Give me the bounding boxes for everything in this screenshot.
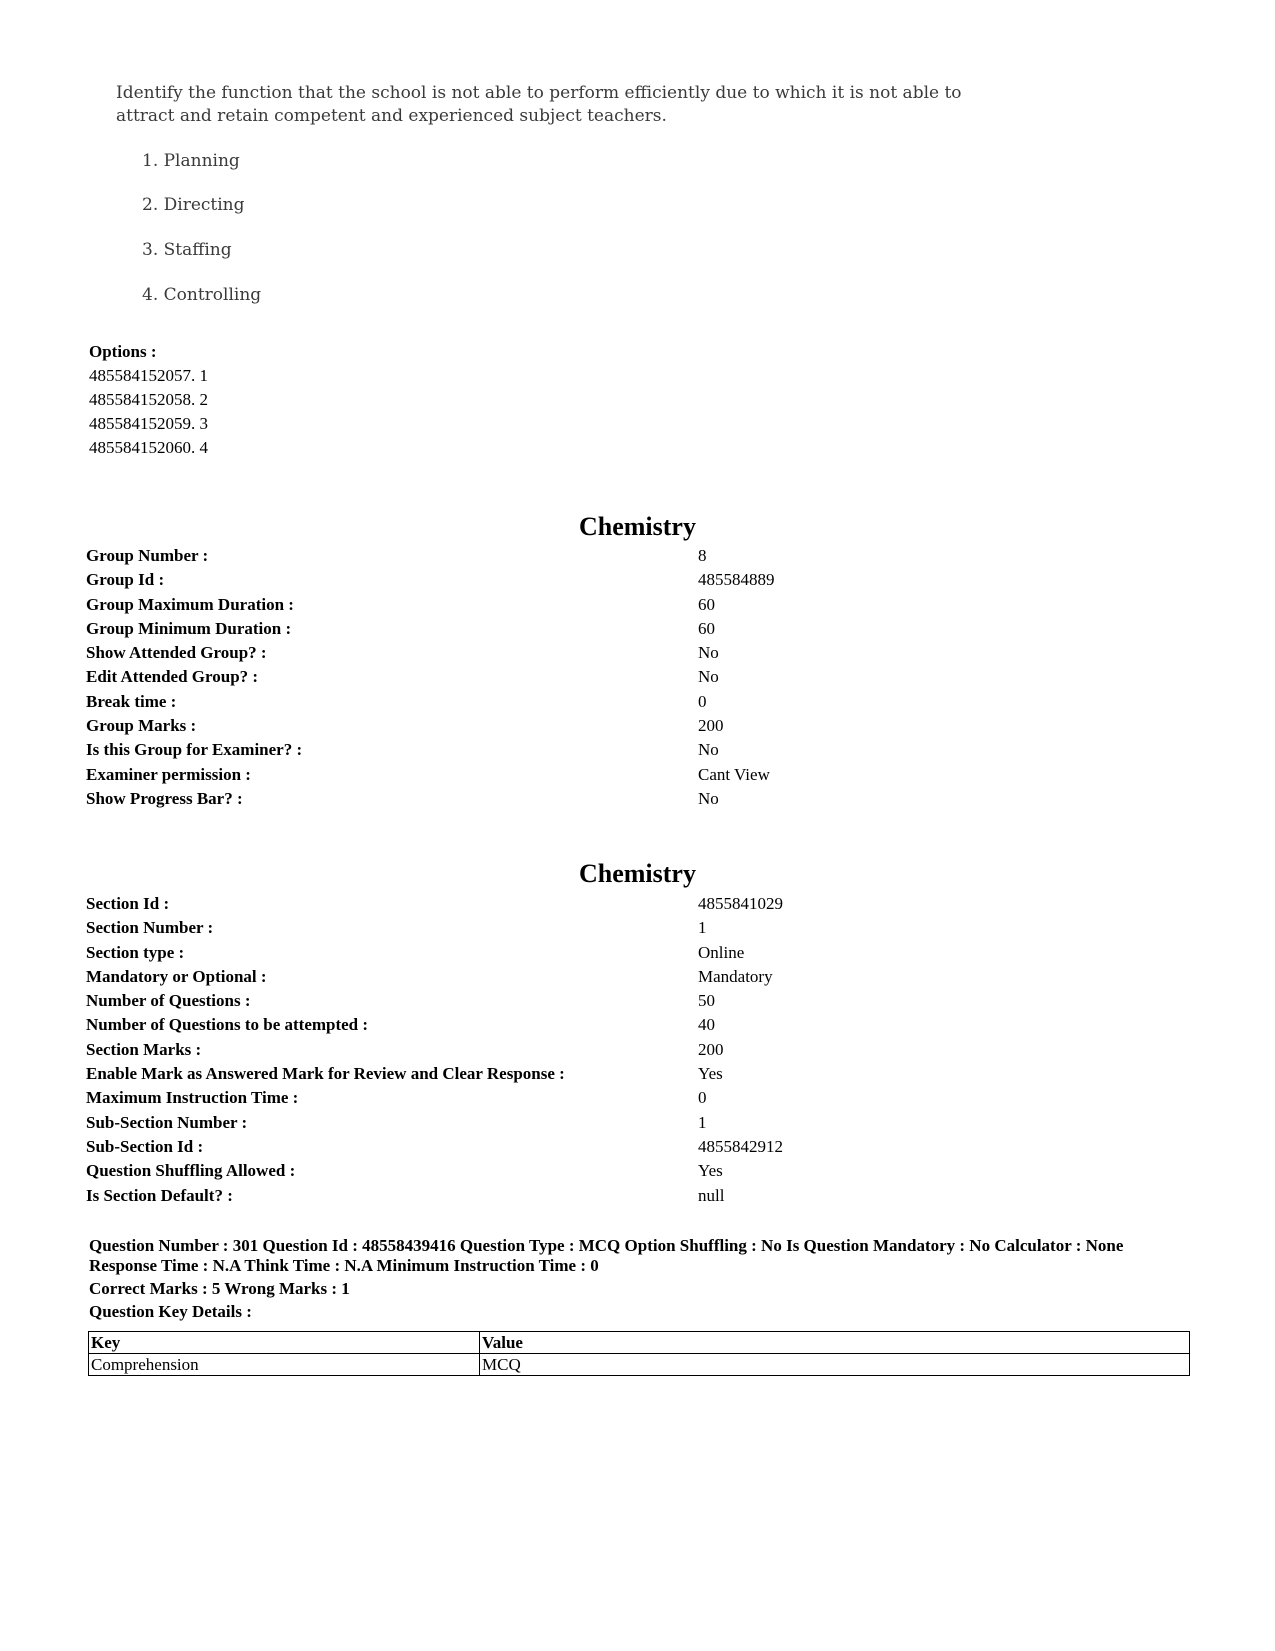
table-header-row [89, 1332, 1190, 1354]
section-title: Chemistry [579, 859, 696, 888]
detail-key: Group Marks : [86, 716, 197, 736]
detail-value: null [698, 1185, 725, 1205]
detail-key: Mandatory or Optional : [86, 966, 267, 986]
options-heading: Options : [89, 342, 157, 361]
table-row [89, 1354, 1190, 1376]
detail-key: Is Section Default? : [86, 1185, 233, 1205]
choice-2: 2. Directing [142, 195, 245, 215]
detail-key: Group Id : [86, 570, 165, 590]
detail-value: No [698, 667, 719, 687]
detail-value: Mandatory [698, 966, 773, 986]
detail-value: 60 [698, 618, 715, 638]
detail-value: 50 [698, 991, 715, 1011]
detail-key: Show Attended Group? : [86, 643, 267, 663]
choice-4: 4. Controlling [142, 285, 262, 305]
detail-value: 60 [698, 594, 715, 614]
detail-key: Show Progress Bar? : [86, 788, 243, 808]
option-item: 485584152060. 4 [89, 438, 208, 457]
detail-value: 200 [698, 716, 724, 736]
question-meta-line: Question Number : 301 Question Id : 48558439416 Question Type : MCQ Option Shuffling : No Is Question Mandatory : No Calculator : None Response Time : N.A Think Time : N.A Minimum Instruction Time : 0 [89, 1236, 1124, 1275]
question-image [106, 74, 1006, 324]
detail-key: Number of Questions to be attempted : [86, 1015, 369, 1035]
choice-1: 1. Planning [142, 151, 240, 171]
detail-value: 40 [698, 1015, 715, 1035]
detail-value: 4855841029 [698, 894, 783, 913]
detail-value: 4855842912 [698, 1136, 783, 1156]
option-item: 485584152059. 3 [89, 414, 208, 433]
detail-key: Group Minimum Duration : [86, 618, 292, 638]
detail-key: Section Id : [86, 894, 170, 913]
detail-value: Yes [698, 1161, 723, 1181]
detail-value: 1 [698, 918, 707, 938]
detail-value: No [698, 740, 719, 760]
detail-key: Examiner permission : [86, 764, 251, 784]
detail-value: 8 [698, 546, 707, 565]
detail-key: Maximum Instruction Time : [86, 1088, 299, 1108]
detail-value: Cant View [698, 764, 770, 784]
table-cell: MCQ [480, 1354, 1190, 1376]
table-cell: Comprehension [89, 1354, 480, 1376]
detail-key: Group Number : [86, 546, 209, 565]
detail-value: 0 [698, 1088, 707, 1108]
detail-value: 200 [698, 1039, 724, 1059]
detail-key: Sub-Section Id : [86, 1136, 204, 1156]
detail-value: No [698, 788, 719, 808]
detail-value: No [698, 643, 719, 663]
detail-key: Group Maximum Duration : [86, 594, 294, 614]
detail-key: Number of Questions : [86, 991, 251, 1011]
detail-value: 485584889 [698, 570, 775, 590]
question-key-table [88, 1331, 1190, 1376]
detail-value: 1 [698, 1112, 707, 1132]
detail-key: Question Shuffling Allowed : [86, 1161, 296, 1181]
detail-key: Sub-Section Number : [86, 1112, 248, 1132]
key-details-heading: Question Key Details : [89, 1302, 252, 1321]
detail-key: Break time : [86, 691, 177, 711]
detail-key: Section type : [86, 942, 185, 962]
options-list [89, 340, 208, 460]
detail-key: Edit Attended Group? : [86, 667, 259, 687]
option-item: 485584152057. 1 [89, 366, 208, 385]
question-text: Identify the function that the school is not able to perform efficiently due to which it is not able to attract and retain competent and experienced subject teachers. [116, 83, 962, 126]
detail-key: Section Number : [86, 918, 214, 938]
detail-value: Online [698, 942, 745, 962]
detail-key: Is this Group for Examiner? : [86, 740, 303, 760]
table-header-key: Key [89, 1332, 480, 1354]
choice-3: 3. Staffing [142, 240, 232, 260]
detail-value: Yes [698, 1064, 723, 1084]
question-meta [89, 1236, 1189, 1325]
detail-key: Section Marks : [86, 1039, 202, 1059]
detail-key: Enable Mark as Answered Mark for Review and Clear Response : [86, 1064, 565, 1084]
table-header-value: Value [480, 1332, 1190, 1354]
group-title: Chemistry [579, 512, 696, 541]
option-item: 485584152058. 2 [89, 390, 208, 409]
detail-value: 0 [698, 691, 707, 711]
marks-line: Correct Marks : 5 Wrong Marks : 1 [89, 1279, 350, 1298]
